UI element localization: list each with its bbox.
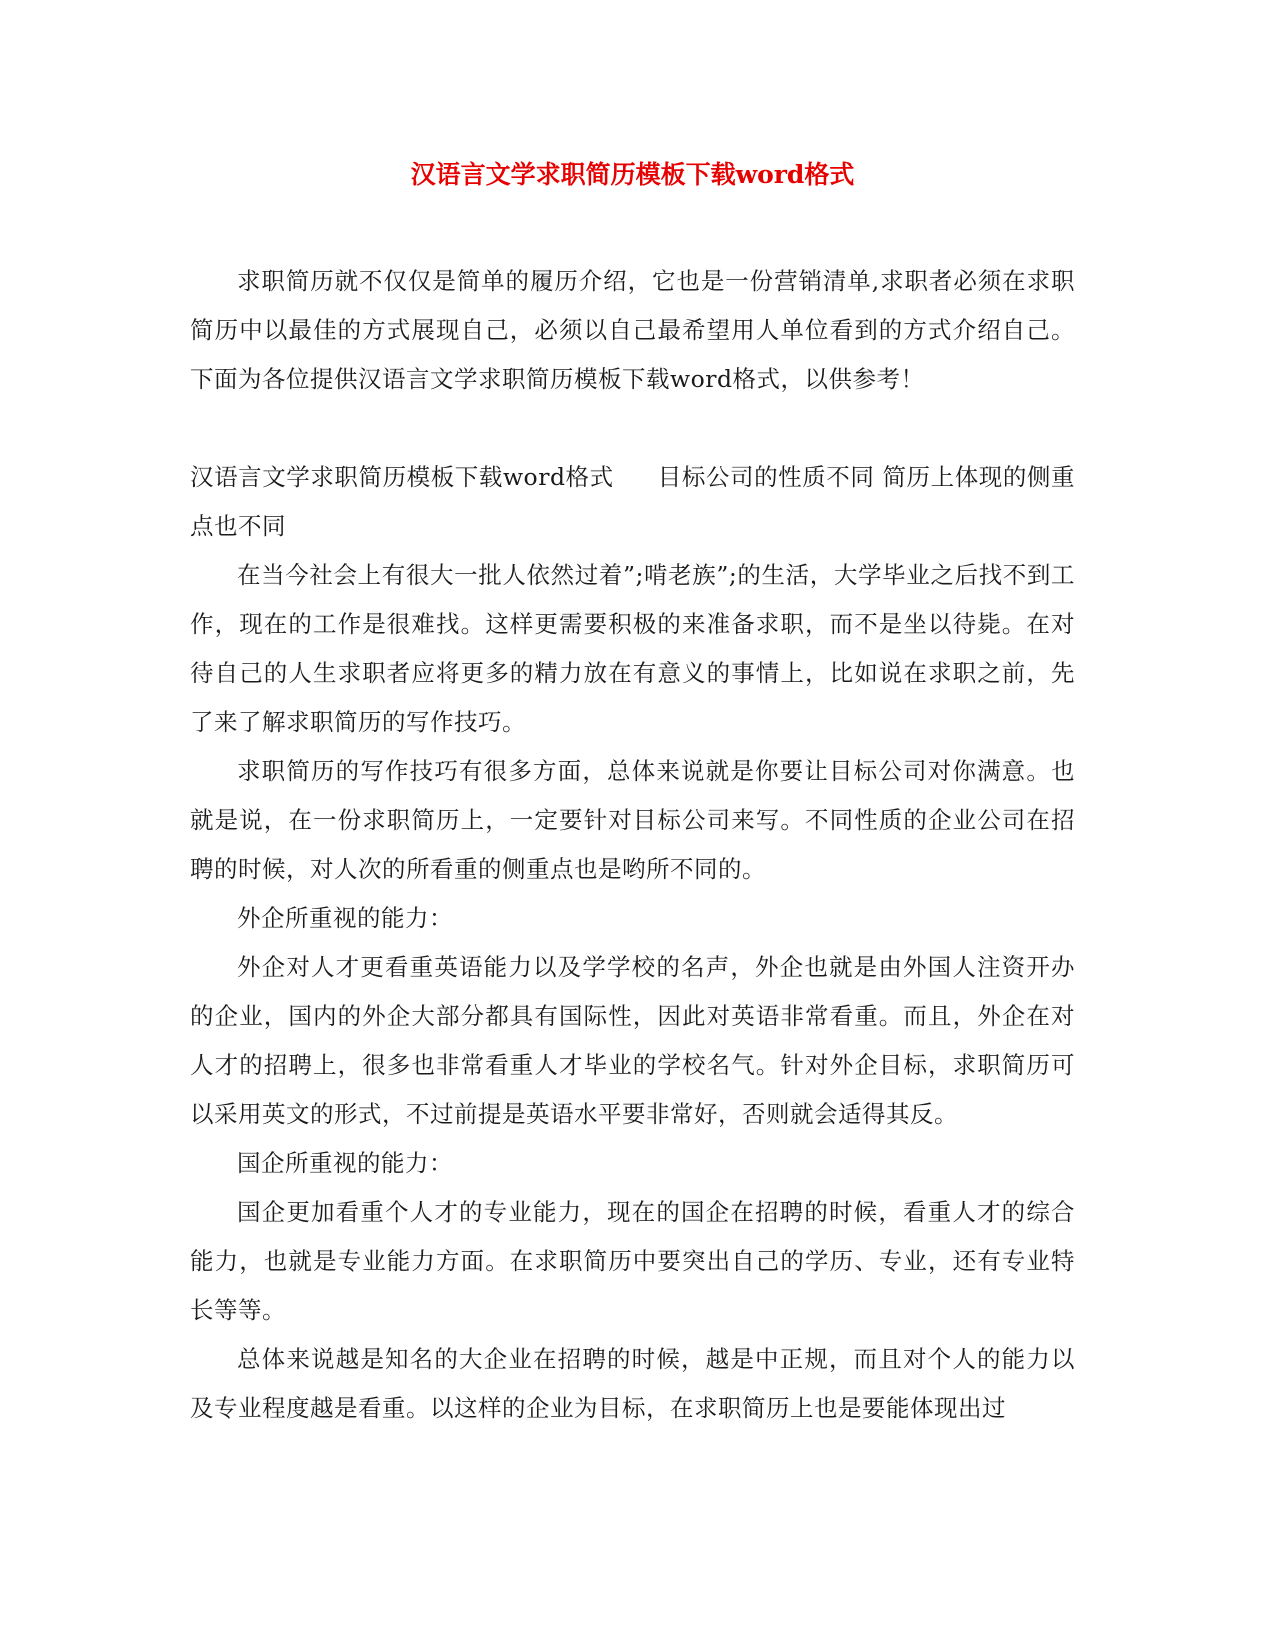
section-heading-part2: 目标公司的性质不同 简历上体现的侧重点也不同	[190, 463, 1075, 540]
intro-paragraph: 求职简历就不仅仅是简单的履历介绍，它也是一份营销清单,求职者必须在求职简历中以最佳的方式展现自己，必须以自己最希望用人单位看到的方式介绍自己。下面为各位提供汉语言文学求职简历模板下载word格式，以供参考！	[190, 267, 1075, 393]
body-paragraph-4: 国企更加看重个人才的专业能力，现在的国企在招聘的时候，看重人才的综合能力，也就是专业能力方面。在求职简历中要突出自己的学历、专业，还有专业特长等等。	[190, 1198, 1075, 1324]
section-heading	[190, 453, 1075, 551]
document-title: 汉语言文学求职简历模板下载word格式	[410, 160, 855, 189]
blank-line	[190, 404, 1075, 453]
body-paragraph-2: 求职简历的写作技巧有很多方面，总体来说就是你要让目标公司对你满意。也就是说，在一份求职简历上，一定要针对目标公司来写。不同性质的企业公司在招聘的时候，对人次的所看重的侧重点也是哟所不同的。	[190, 757, 1075, 883]
document-page	[190, 150, 1075, 1433]
section-heading-part1: 汉语言文学求职简历模板下载word格式	[190, 463, 614, 491]
body-paragraph-5: 总体来说越是知名的大企业在招聘的时候，越是中正规，而且对个人的能力以及专业程度越是看重。以这样的企业为目标，在求职简历上也是要能体现出过	[190, 1345, 1075, 1422]
body-paragraph-3: 外企对人才更看重英语能力以及学学校的名声，外企也就是由外国人注资开办的企业，国内的外企大部分都具有国际性，因此对英语非常看重。而且，外企在对人才的招聘上，很多也非常看重人才毕业的学校名气。针对外企目标，求职简历可以采用英文的形式，不过前提是英语水平要非常好，否则就会适得其反。	[190, 953, 1075, 1128]
body-paragraph-1: 在当今社会上有很大一批人依然过着”;啃老族”;的生活，大学毕业之后找不到工作，现在的工作是很难找。这样更需要积极的来准备求职，而不是坐以待毙。在对待自己的人生求职者应将更多的精力放在有意义的事情上，比如说在求职之前，先了来了解求职简历的写作技巧。	[190, 561, 1075, 736]
subheading-state-enterprise: 国企所重视的能力：	[237, 1149, 453, 1177]
title-spacing	[190, 200, 1075, 257]
subheading-foreign-enterprise: 外企所重视的能力：	[237, 904, 453, 932]
